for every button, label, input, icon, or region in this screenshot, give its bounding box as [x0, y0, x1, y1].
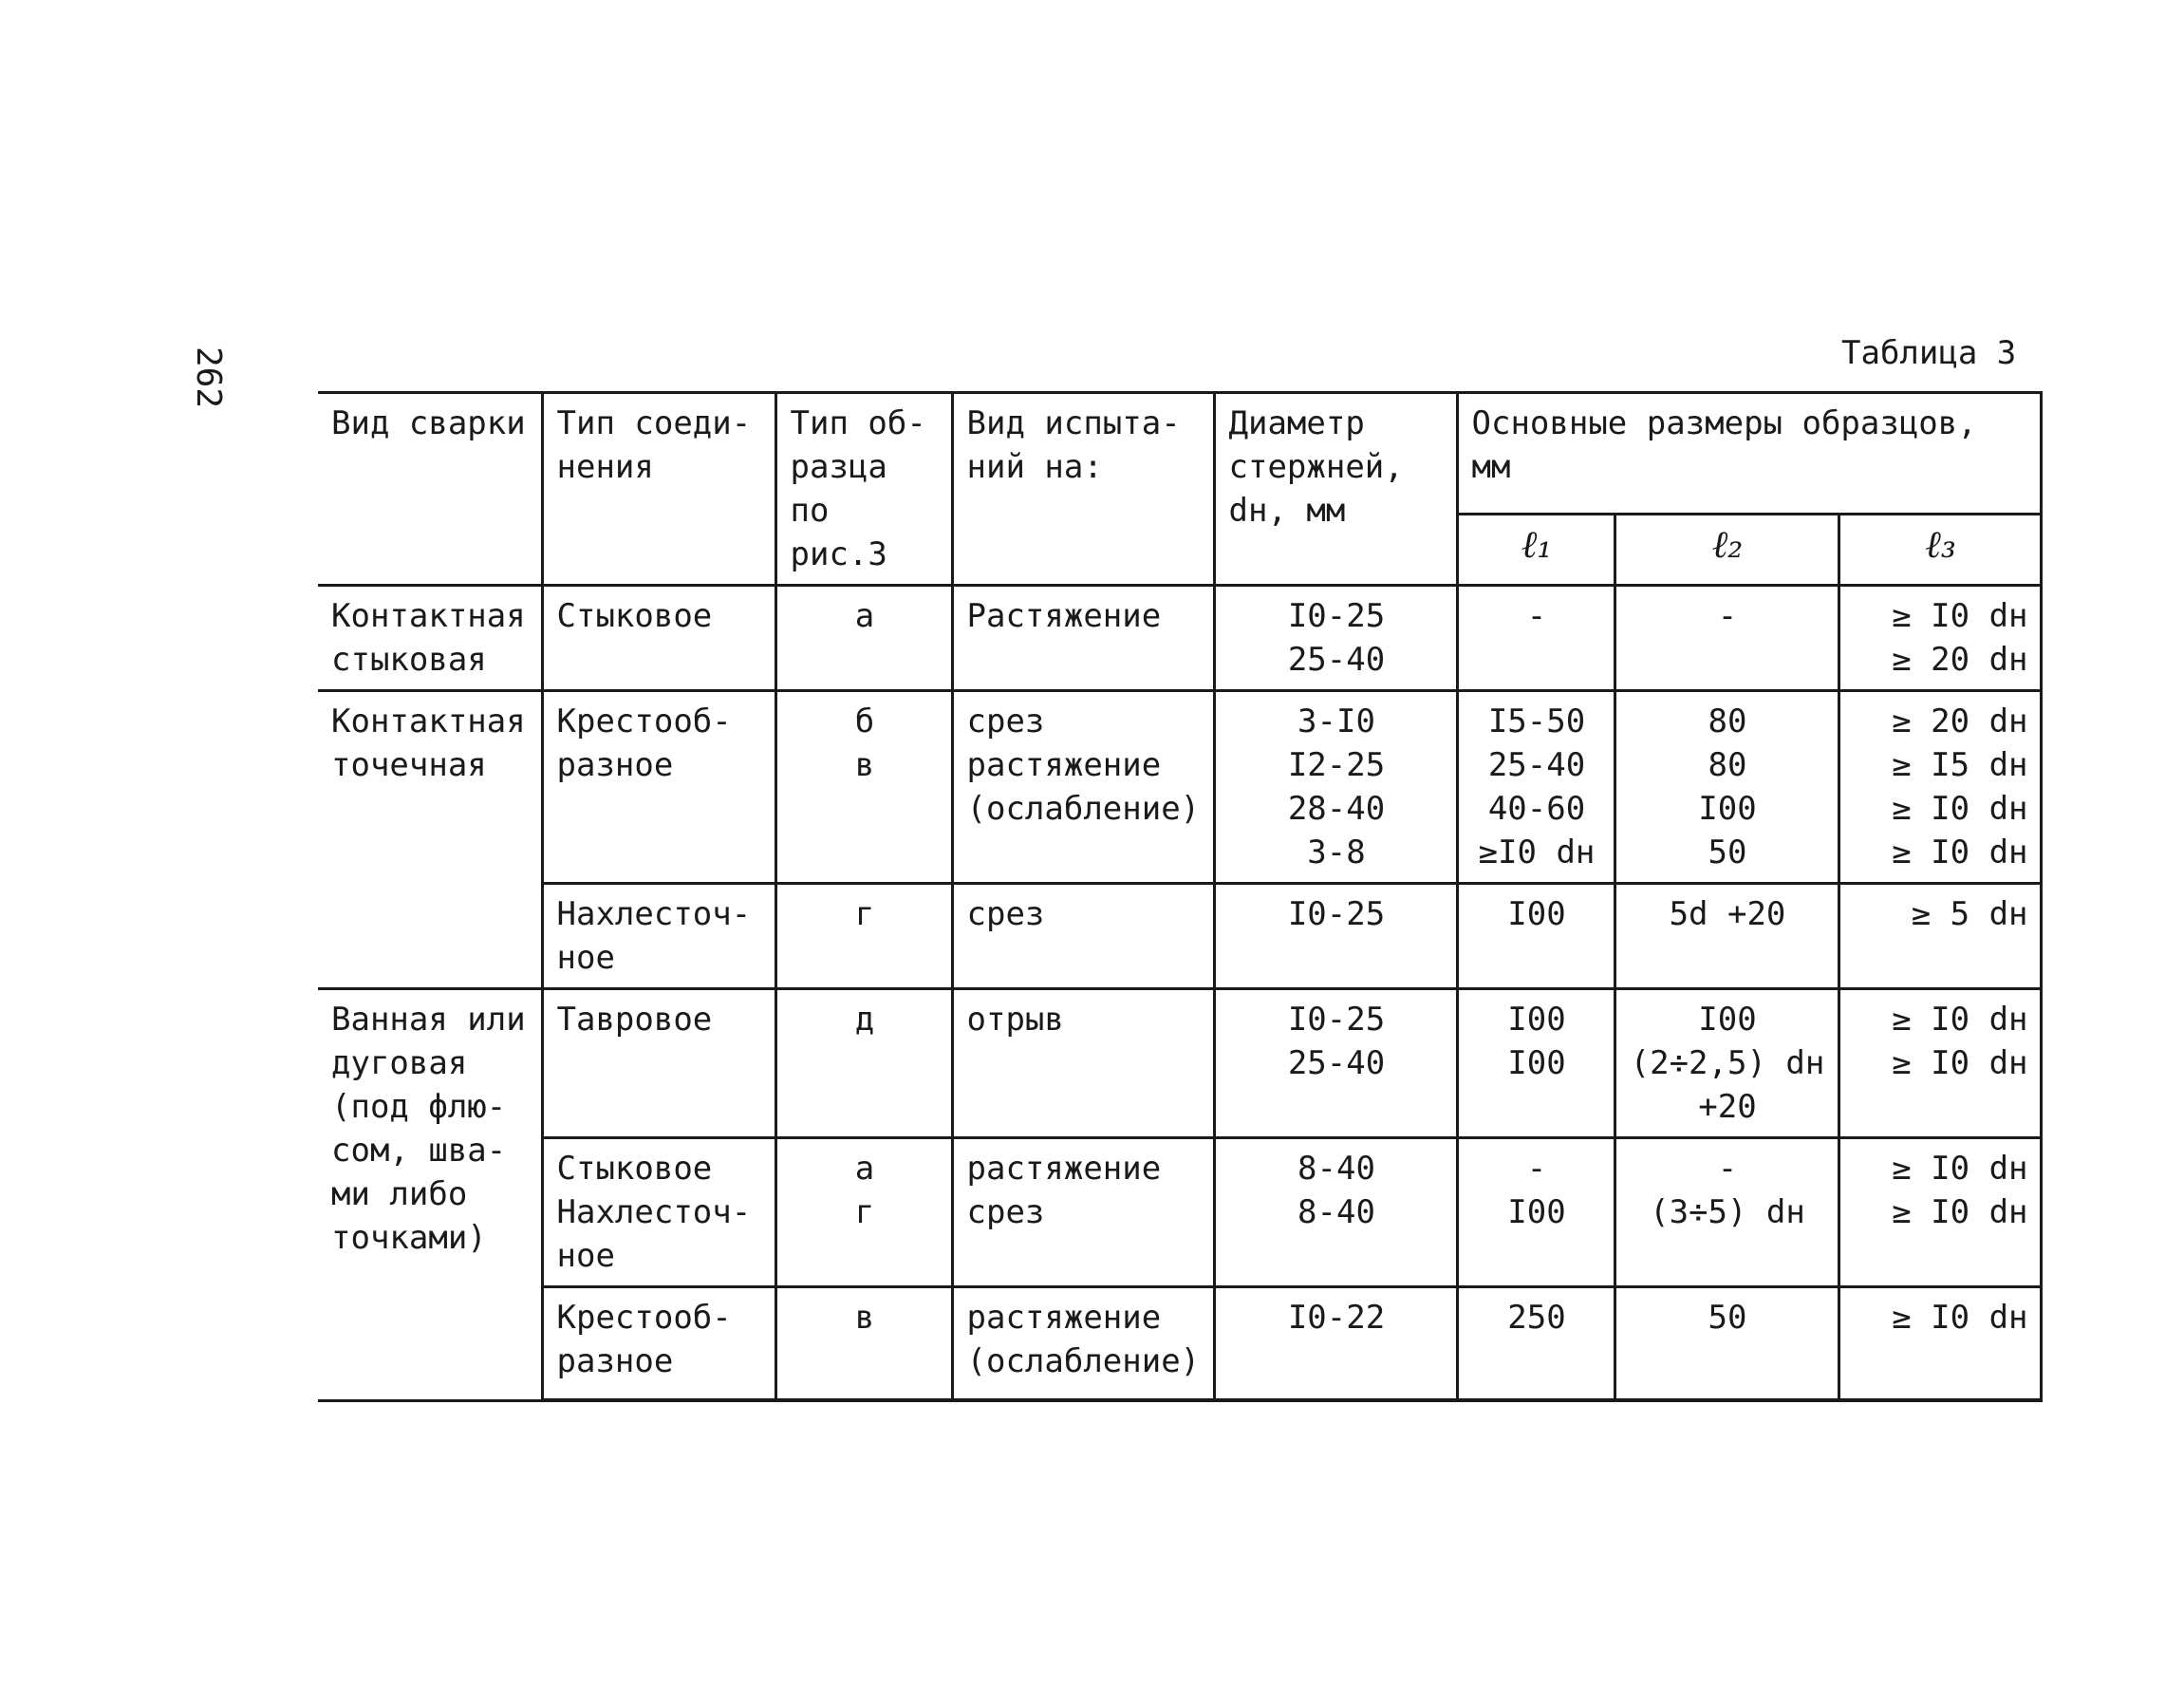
- cell-sample-type: а: [775, 586, 952, 691]
- cell-weld-type: Ванная или дуговая (под флю- сом, шва- ми либо точками): [318, 989, 542, 1401]
- cell-test-type: растяжение срез: [952, 1138, 1214, 1287]
- table-row: [318, 1138, 2041, 1287]
- cell-sample-type: а г: [775, 1138, 952, 1287]
- header-main-dimensions: Основные размеры образцов, мм: [1457, 393, 2041, 515]
- cell-diameter: I0-25 25-40: [1214, 989, 1457, 1138]
- cell-diameter: I0-25: [1214, 884, 1457, 989]
- cell-diameter: 8-40 8-40: [1214, 1138, 1457, 1287]
- cell-sample-type: г: [775, 884, 952, 989]
- header-diameter: Диаметр стержней, dн, мм: [1214, 393, 1457, 586]
- table-row: [318, 884, 2041, 989]
- cell-l2: I00 (2÷2,5) dн +20: [1615, 989, 1839, 1138]
- cell-l2: 80 80 I00 50: [1615, 691, 1839, 884]
- cell-joint-type: Тавровое: [542, 989, 775, 1138]
- cell-l1: - I00: [1457, 1138, 1615, 1287]
- header-l1: ℓ₁: [1457, 515, 1615, 586]
- table-caption: Таблица 3: [1841, 334, 2017, 372]
- cell-l3: ≥ 5 dн: [1839, 884, 2041, 989]
- header-weld-type: Вид сварки: [318, 393, 542, 586]
- header-l2: ℓ₂: [1615, 515, 1839, 586]
- cell-l3: ≥ I0 dн ≥ 20 dн: [1839, 586, 2041, 691]
- cell-diameter: I0-22: [1214, 1287, 1457, 1401]
- cell-l3: ≥ I0 dн ≥ I0 dн: [1839, 1138, 2041, 1287]
- cell-joint-type: Стыковое: [542, 586, 775, 691]
- cell-joint-type: Стыковое Нахлесточ- ное: [542, 1138, 775, 1287]
- cell-l2: 50: [1615, 1287, 1839, 1401]
- cell-l1: I00: [1457, 884, 1615, 989]
- cell-test-type: растяжение (ослабление): [952, 1287, 1214, 1401]
- cell-joint-type: Нахлесточ- ное: [542, 884, 775, 989]
- cell-joint-type: Крестооб- разное: [542, 1287, 775, 1401]
- cell-sample-type: б в: [775, 691, 952, 884]
- cell-l2: 5d +20: [1615, 884, 1839, 989]
- cell-diameter: 3-I0 I2-25 28-40 3-8: [1214, 691, 1457, 884]
- cell-diameter: I0-25 25-40: [1214, 586, 1457, 691]
- cell-l1: -: [1457, 586, 1615, 691]
- header-row-1: [318, 393, 2041, 515]
- header-joint-type: Тип соеди- нения: [542, 393, 775, 586]
- cell-test-type: срез растяжение (ослабление): [952, 691, 1214, 884]
- table-row: [318, 586, 2041, 691]
- cell-test-type: Растяжение: [952, 586, 1214, 691]
- cell-l3: ≥ I0 dн ≥ I0 dн: [1839, 989, 2041, 1138]
- cell-l3: ≥ I0 dн: [1839, 1287, 2041, 1401]
- cell-sample-type: д: [775, 989, 952, 1138]
- table-row: [318, 1287, 2041, 1401]
- specimen-table: [318, 391, 2043, 1402]
- cell-l2: - (3÷5) dн: [1615, 1138, 1839, 1287]
- cell-test-type: срез: [952, 884, 1214, 989]
- table-row: [318, 989, 2041, 1138]
- header-test-type: Вид испыта- ний на:: [952, 393, 1214, 586]
- cell-sample-type: в: [775, 1287, 952, 1401]
- cell-weld-type: Контактная точечная: [318, 691, 542, 989]
- cell-joint-type: Крестооб- разное: [542, 691, 775, 884]
- header-l3: ℓ₃: [1839, 515, 2041, 586]
- cell-l1: I00 I00: [1457, 989, 1615, 1138]
- cell-l1: I5-50 25-40 40-60 ≥I0 dн: [1457, 691, 1615, 884]
- cell-weld-type: Контактная стыковая: [318, 586, 542, 691]
- page-number: 262: [189, 347, 228, 409]
- cell-l2: -: [1615, 586, 1839, 691]
- cell-l3: ≥ 20 dн ≥ I5 dн ≥ I0 dн ≥ I0 dн: [1839, 691, 2041, 884]
- table-row: [318, 691, 2041, 884]
- cell-l1: 250: [1457, 1287, 1615, 1401]
- cell-test-type: отрыв: [952, 989, 1214, 1138]
- header-sample-type: Тип об- разца по рис.3: [775, 393, 952, 586]
